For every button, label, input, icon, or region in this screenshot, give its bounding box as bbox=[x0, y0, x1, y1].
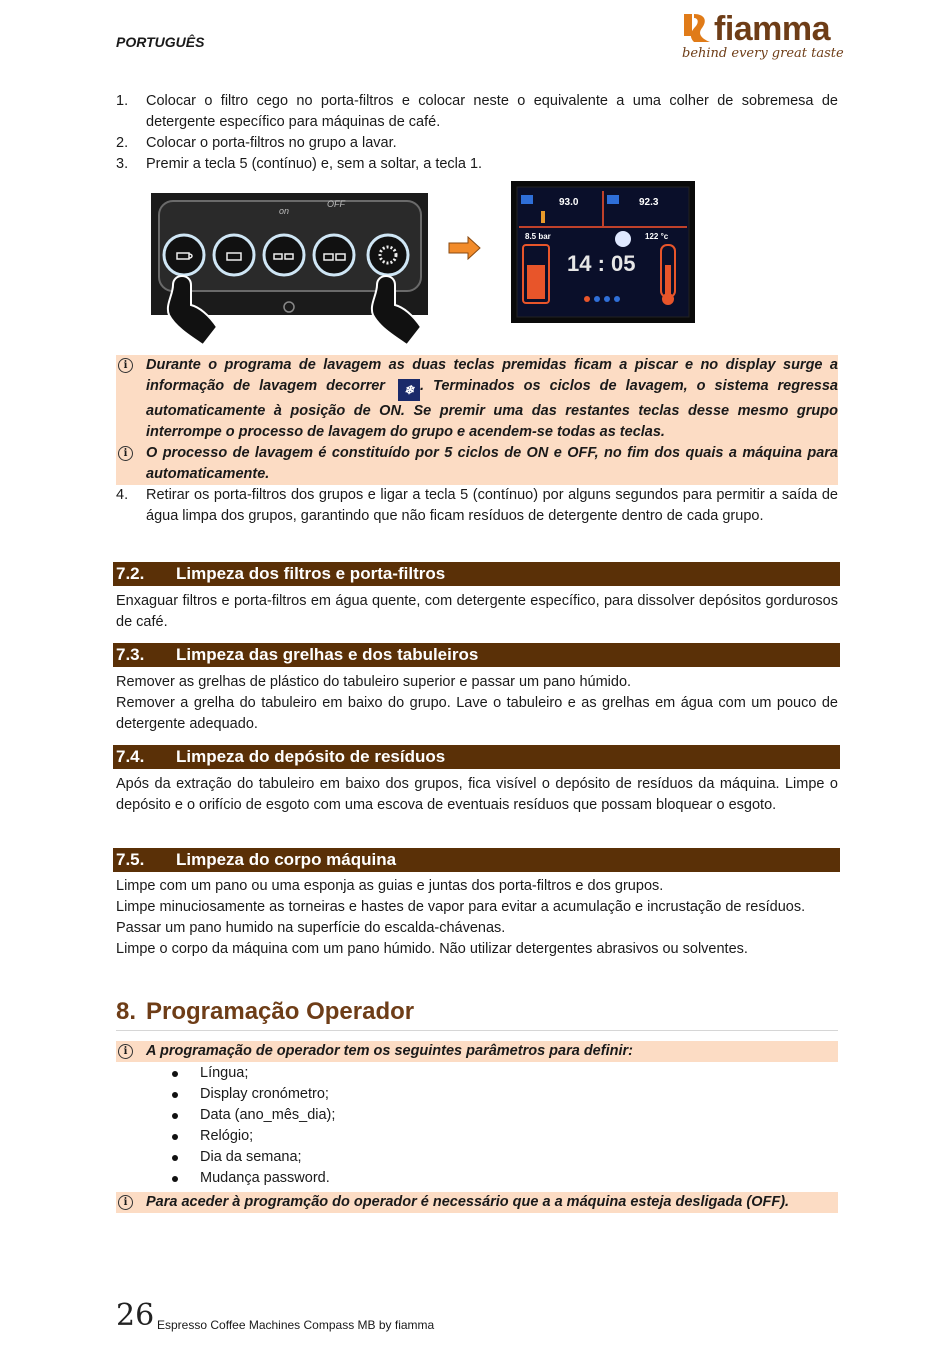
logo-wordmark: fiamma bbox=[714, 10, 831, 48]
button-panel-photo bbox=[151, 193, 428, 315]
list-item: Mudança password. bbox=[116, 1168, 838, 1189]
list-item: 2. Colocar o porta-filtros no grupo a lavar. bbox=[116, 135, 397, 151]
info-icon: i bbox=[118, 446, 133, 461]
info-note: i A programação de operador tem os seguintes parâmetros para definir: bbox=[116, 1041, 838, 1062]
list-item: Display cronómetro; bbox=[116, 1084, 838, 1105]
list-item: Língua; bbox=[116, 1063, 838, 1084]
group2-temp: 92.3 bbox=[639, 197, 659, 208]
language-label: PORTUGUÊS bbox=[116, 34, 205, 50]
section-heading-7-4: 7.4. Limpeza do depósito de resíduos bbox=[113, 745, 840, 769]
section-heading-7-3: 7.3. Limpeza das grelhas e dos tabuleiros bbox=[113, 643, 840, 667]
chapter-divider bbox=[116, 1030, 838, 1031]
parameter-list bbox=[116, 1063, 838, 1189]
chapter-heading: 8. Programação Operador bbox=[116, 998, 415, 1025]
info-icon: i bbox=[118, 1195, 133, 1210]
logo-tagline: behind every great taste bbox=[682, 46, 844, 61]
info-note: i O processo de lavagem é constituído por 5 ciclos de ON e OFF, no fim dos quais a máquina para automaticamente. bbox=[116, 443, 838, 485]
operator-programming bbox=[116, 1041, 838, 1062]
section-heading-7-2: 7.2. Limpeza dos filtros e porta-filtros bbox=[113, 562, 840, 586]
list-item: Relógio; bbox=[116, 1126, 838, 1147]
info-icon: i bbox=[118, 358, 133, 373]
washing-icon: ❄ bbox=[398, 379, 420, 401]
arrow-right-icon bbox=[448, 236, 482, 265]
section-7-3-body: Remover as grelhas de plástico do tabuleiro superior e passar um pano húmido. Remover a grelha do tabuleiro em baixo do grupo. Lave o tabuleiro e as grelhas em água com um pouco de detergente adequado. bbox=[116, 674, 838, 732]
info-icon: i bbox=[118, 1044, 133, 1059]
list-item: 4. Retirar os porta-filtros dos grupos e ligar a tecla 5 (contínuo) por alguns segundos para permitir a saída de água limpa dos grupos, garantindo que não ficam resíduos de detergente dentro de cada grupo. bbox=[116, 487, 838, 524]
group1-temp: 93.0 bbox=[559, 197, 579, 208]
section-7-5-body: Limpe com um pano ou uma esponja as guias e juntas dos porta-filtros e dos grupos. Limpe minuciosamente as torneiras e hastes de vapor para evitar a acumulação e incrustação de resíduos. Passar um pano humido na superfície do escalda-chávenas. Limpe o corpo da máquina com um pano húmido. Não utilizar detergentes abrasivos ou solventes. bbox=[116, 878, 806, 957]
section-7-2-body: Enxaguar filtros e porta-filtros em água quente, com detergente específico, para dissolver depósitos gordurosos de café. bbox=[116, 593, 838, 630]
list-item: 1. Colocar o filtro cego no porta-filtros e colocar neste o equivalente a uma colher de sobremesa de detergente específico para máquinas de café. bbox=[116, 93, 838, 130]
display-screenshot bbox=[511, 181, 695, 323]
washing-notes bbox=[116, 355, 838, 527]
list-item: 3. Premir a tecla 5 (contínuo) e, sem a soltar, a tecla 1. bbox=[116, 156, 483, 172]
on-label: on bbox=[279, 206, 290, 216]
pressure-readout: 8.5 bar bbox=[525, 232, 551, 241]
section-heading-7-5: 7.5. Limpeza do corpo máquina bbox=[113, 848, 840, 872]
boiler-temp-readout: 122 °c bbox=[645, 232, 669, 241]
footer-text: Espresso Coffee Machines Compass MB by fiamma bbox=[157, 1318, 435, 1332]
fiamma-mark-icon bbox=[682, 12, 714, 46]
page-number: 26 bbox=[116, 1298, 155, 1333]
info-note: i Para aceder à programção do operador é necessário que a a máquina esteja desligada (OFF). bbox=[116, 1192, 838, 1213]
clock-readout: 14 : 05 bbox=[567, 251, 636, 276]
washing-steps bbox=[116, 91, 838, 175]
operator-note-off bbox=[116, 1192, 838, 1213]
info-note: i Durante o programa de lavagem as duas teclas premidas ficam a piscar e no display surge a informação de lavagem decorrer ❄ . Terminados os ciclos de lavagem, o sistema regressa automaticamente à posição de ON. Se premir uma das restantes teclas desse mesmo grupo interrompe o processo de lavagem do grupo e acendem-se todas as teclas. bbox=[116, 355, 838, 443]
section-7-4-body: Após da extração do tabuleiro em baixo dos grupos, fica visível o depósito de resíduos da máquina. Limpe o depósito e o orifício de esgoto com uma escova de eventuais resíduos que possam bloquear o esgoto. bbox=[116, 776, 838, 813]
fiamma-logo bbox=[680, 10, 844, 66]
list-item: Data (ano_mês_dia); bbox=[116, 1105, 838, 1126]
off-label: OFF bbox=[327, 199, 345, 209]
list-item: Dia da semana; bbox=[116, 1147, 838, 1168]
